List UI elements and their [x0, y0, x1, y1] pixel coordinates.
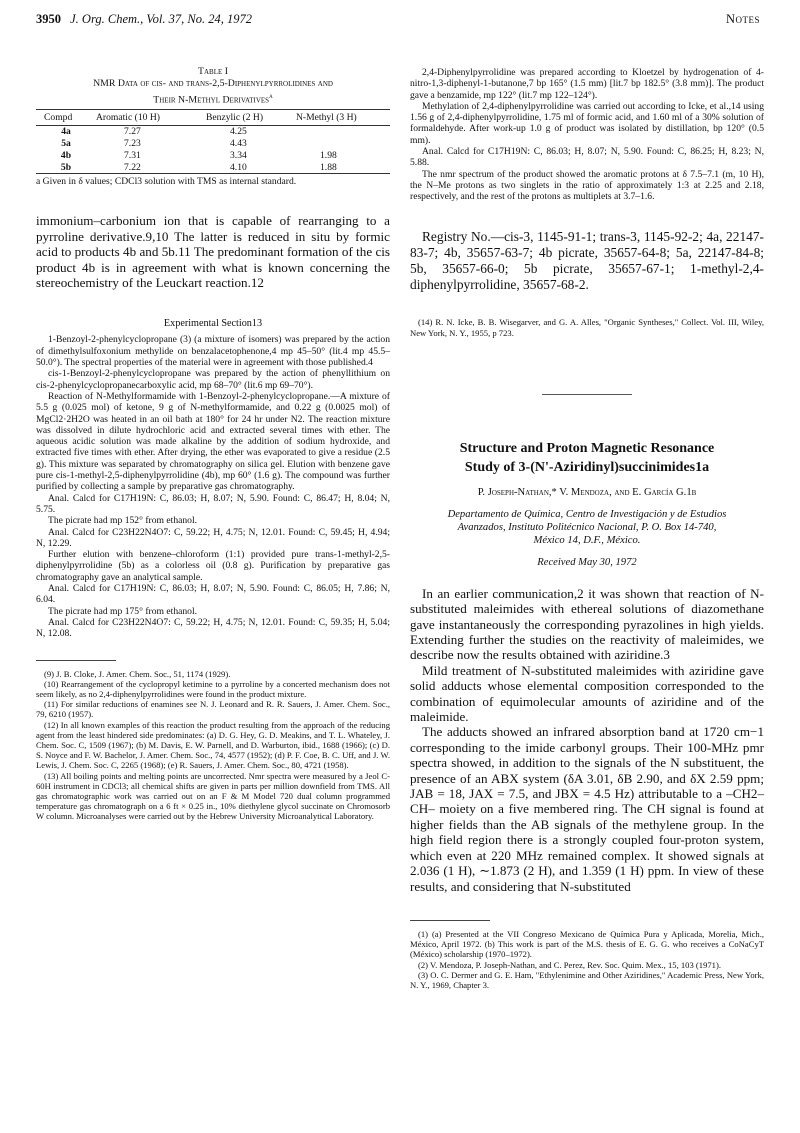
body-paragraph: Mild treatment of N-substituted maleimides with aziridine gave solid adducts whose elemental composition corresponded to the combination of equimolecular amounts of aziridine and of the maleimide.	[410, 662, 764, 725]
table-cell: 5b	[36, 162, 96, 174]
footnote-rule	[410, 920, 490, 921]
table-cell	[296, 126, 390, 138]
footnote: (2) V. Mendoza, P. Joseph-Nathan, and C. Perez, Rev. Soc. Quim. Mex., 15, 103 (1971).	[418, 959, 721, 970]
footnote: (13) All boiling points and melting points are uncorrected. Nmr spectra were measured by a Jeol C-60H instrument in CDCl3; all chemical shifts are given in parts per million downfield from TMS. All gas chromatographic work was carried out on an F & M Model 720 dual column programmed temperature gas chromatograph on a 6 ft × 0.25 in., 10% diethylene glycol succinate on Chromosorb W column. Microanalyses were carried out by the Hebrew University Microanalytical Laboratory.	[36, 770, 390, 822]
table-cell: 7.27	[124, 126, 141, 138]
reference-14: (14) R. N. Icke, B. B. Wisegarver, and G. A. Alles, "Organic Syntheses," Collect. Vol. III, Wiley, New York, N. Y., 1955, p 723.	[410, 317, 764, 338]
experimental-paragraph: Reaction of N-Methylformamide with 1-Benzoyl-2-phenylcyclopropane.—A mixture of 5.5 g (0.025 mol) of ketone, 9 g of N-methylformamide, and 0.22 g (0.0025 mol) of MgCl2·2H2O was heated in an oil bath at 180° for 24 hr under N2. The reaction mixture was dissolved in dilute hydrochloric acid and extracted several times with ether. The aqueous acidic solution was made alkaline by the addition of sodium hydroxide, and extracted five times with ether. After drying, the ether was evaporated to give a residue (2.5 g). This mixture was separated by chromatography on silica gel. Elution with benzene gave pure cis-1-methyl-2,5-diphenylpyrrolidine (4b), mp 60° (1.6 g). The compound was further purified by collecting a sample by preparative gas chromatography.	[36, 390, 390, 493]
experimental-paragraph: 2,4-Diphenylpyrrolidine was prepared according to Kloetzel by hydrogenation of 4-nitro-1,3-diphenyl-1-butanone,7 bp 165° (1.5 mm) [lit.7 bp 182.5° (3.8 mm)]. The product gave a benzamide, mp 122° (lit.7 mp 122–124°).	[410, 67, 764, 101]
footnote: (1) (a) Presented at the VII Congreso Mexicano de Química Pura y Aplicada, Morelia, Mich., México, April 1972. (b) This work is part of the M.S. thesis of E. G. G. who receives a CoNaCyT (México) scholarship (1970–1972).	[410, 928, 764, 960]
affiliation-line: Departamento de Química, Centro de Investigación y de Estudios	[447, 508, 727, 520]
footnote: (11) For similar reductions of enamines see N. J. Leonard and R. R. Sauers, J. Amer. Chem. Soc., 79, 6210 (1957).	[36, 699, 390, 720]
article-header	[410, 439, 764, 568]
article-title-line-2: Study of 3-(N'-Aziridinyl)succinimides1a	[464, 459, 710, 475]
body-paragraph: immonium–carbonium ion that is capable of rearranging to a pyrroline derivative.9,10 The latter is reduced in situ by formic acid to products 4b and 5b.11 The predominant formation of the cis product 4b is in agreement with what is known concerning the stereochemistry of the Leuckart reaction.12	[36, 213, 390, 291]
right-column	[410, 32, 764, 990]
registry-numbers: Registry No.—cis-3, 1145-91-1; trans-3, 1145-92-2; 4a, 22147-83-7; 4b, 35657-63-7; 4b picrate, 35657-64-8; 5a, 22147-84-8; 5b, 35657-66-0; 5b picrate, 35657-67-1; 1-methyl-2,4-diphenylpyrrolidine, 35657-68-2.	[410, 228, 764, 293]
table-cell: 5a	[61, 138, 71, 150]
table-cell: 7.22	[96, 162, 206, 174]
footnote: (10) Rearrangement of the cyclopropyl ketimine to a pyrroline by a concerted mechanism does not seem likely, as no 2,4-diphenylpyrrolidines were found in the product mixture.	[36, 678, 390, 699]
table-1	[36, 66, 390, 187]
section-label: Notes	[725, 12, 760, 26]
table-row	[36, 150, 390, 162]
article-footnotes	[410, 929, 764, 990]
table-row	[36, 138, 390, 150]
table-cell: 1.98	[320, 149, 337, 161]
left-column	[36, 32, 390, 822]
experimental-paragraph: Anal. Calcd for C17H19N: C, 86.03; H, 8.07; N, 5.90. Found: C, 86.25; H, 8.23; N, 5.88.	[410, 146, 764, 169]
experimental-paragraph: The picrate had mp 152° from ethanol.	[48, 515, 198, 527]
page-number: 3950	[36, 12, 61, 26]
experimental-paragraph: 1-Benzoyl-2-phenylcyclopropane (3) (a mixture of isomers) was prepared by the action of dimethylsulfoxonium methylide on benzalacetophenone,4 mp 45–50° (lit.4 mp 45.5–50.0°). The spectral properties of the material were in agreement with those published.4	[36, 334, 390, 369]
experimental-paragraph: Anal. Calcd for C17H19N: C, 86.03; H, 8.07; N, 5.90. Found: C, 86.05; H, 7.86; N, 6.04.	[36, 583, 390, 606]
table-caption-mark: a	[269, 92, 273, 100]
experimental-paragraph: The picrate had mp 175° from ethanol.	[48, 605, 198, 617]
experimental-paragraph: The nmr spectrum of the product showed the aromatic protons at δ 7.5–7.1 (m, 10 H), the N–Me protons as two singlets in the ratio of approximately 1:3 at 2.25 and 2.18, respectively, and the rest of the protons as multiplets at 3.7–1.6.	[410, 168, 764, 203]
table-footnote: a Given in δ values; CDCl3 solution with TMS as internal standard.	[36, 176, 297, 188]
received-date: Received May 30, 1972	[537, 556, 637, 568]
affiliation-line: México 14, D.F., México.	[533, 534, 641, 546]
experimental-paragraph: cis-1-Benzoyl-2-phenylcyclopropane was prepared by the action of phenyllithium on cis-2-phenylcyclopropanecarboxylic acid, mp 68–70° (lit.6 mp 69–70°).	[36, 368, 390, 391]
affiliation-line: Avanzados, Instituto Politécnico Nacional, P. O. Box 14-740,	[457, 521, 717, 533]
experimental-section	[36, 334, 390, 639]
table-cell: 4.43	[230, 138, 247, 150]
table-cell: 3.34	[230, 149, 247, 161]
body-paragraph: In an earlier communication,2 it was shown that reaction of N-substituted maleimides with ethereal solutions of diazomethane gave instantaneously the corresponding pyrazolines in high yields. Extending further the studies on the reactivity of maleimides, we describe now the results obtained with aziridine.3	[410, 585, 764, 663]
footnote-rule	[36, 660, 116, 661]
article-authors: P. Joseph-Nathan,* V. Mendoza, and E. García G.1b	[477, 486, 697, 498]
article-divider	[542, 394, 632, 395]
article-title-line-1: Structure and Proton Magnetic Resonance	[459, 440, 715, 456]
nmr-table	[36, 109, 390, 174]
table-title: Table I	[198, 66, 228, 77]
table-cell: 1.88	[296, 162, 390, 174]
table-cell: 4.25	[230, 126, 247, 138]
experimental-paragraph: Anal. Calcd for C23H22N4O7: C, 59.22; H, 4.75; N, 12.01. Found: C, 59.45; H, 4.94; N, 12.29.	[36, 526, 390, 549]
experimental-heading: Experimental Section13	[163, 318, 263, 330]
article-affiliation	[410, 508, 764, 547]
article-body	[410, 586, 764, 894]
running-head-left	[36, 12, 252, 27]
table-cell: 4.10	[206, 162, 296, 174]
table-row	[36, 126, 390, 138]
journal-citation: J. Org. Chem., Vol. 37, No. 24, 1972	[70, 12, 252, 26]
table-cell: 4a	[61, 126, 71, 138]
table-caption-line-2: Their N-Methyl Derivatives	[153, 94, 270, 106]
right-top-section	[410, 67, 764, 203]
table-row	[36, 162, 390, 174]
table-caption-line-1: NMR Data of cis- and trans-2,5-Diphenylpyrrolidines and	[93, 78, 333, 89]
table-cell: 4b	[60, 149, 72, 161]
column-header: Compd	[36, 110, 96, 126]
footnote: (3) O. C. Dermer and G. E. Ham, "Ethylenimine and Other Aziridines," Academic Press, New York, N. Y., 1969, Chapter 3.	[410, 969, 764, 990]
column-header: Aromatic (10 H)	[96, 110, 206, 126]
table-header-row	[36, 110, 390, 126]
column-header: Benzylic (2 H)	[206, 110, 296, 126]
table-cell: 7.31	[124, 149, 141, 161]
column-header: N-Methyl (3 H)	[296, 110, 390, 126]
experimental-paragraph: Further elution with benzene–chloroform (1:1) provided pure trans-1-methyl-2,5-diphenylpyrrolidine (5b) as a colorless oil (0.8 g). Purification by preparative gas chromatography gave an analytical sample.	[36, 549, 390, 583]
left-footnotes	[36, 669, 390, 822]
experimental-paragraph: Methylation of 2,4-diphenylpyrrolidine was carried out according to Icke, et al.,14 using 1.56 g of 2,4-diphenylpyrrolidine, 1.75 ml of formic acid, and 1.60 ml of a 30% solution of formaldehyde. After work-up 1.0 g of product was isolated by distillation, bp 120° (0.5 mm).	[410, 100, 764, 146]
body-paragraph: The adducts showed an infrared absorption band at 1720 cm−1 corresponding to the imide carbonyl groups. Their 100-MHz pmr spectra showed, in addition to the signals of the N substituent, the presence of an ABX system (δA 3.01, δB 2.90, and δX 2.59 ppm; JAB = 18, JAX = 7.5, and JBX = 4.5 Hz) attributable to a –CH2–CH– moiety on a five membered ring. The CH signal is found at higher fields than the AB signals of the methylene group. In the high field region there is a strongly coupled four-proton system, which even at 220 MHz remained complex. It showed signals at 2.036 (1 H), ∼1.873 (2 H), and 1.359 (1 H) ppm. In view of these results, and considering that N-substituted	[410, 724, 764, 894]
footnote: (9) J. B. Cloke, J. Amer. Chem. Soc., 51, 1174 (1929).	[44, 668, 231, 679]
footnote: (12) In all known examples of this reaction the product resulting from the approach of the reducing agent from the least hindered side predominates: (a) D. G. Hey, G. D. Meakins, and T. L. Whateley, J. Chem. Soc. C, 1509 (1967); (b) M. Davis, E. W. Parnell, and D. Warburton, ibid., 1688 (1966); (c) D. S. Noyce and F. W. Bachelor, J. Amer. Chem. Soc., 74, 4577 (1952); (d) P. F. Coe, B. C. Uff, and J. W. Lewis, J. Chem. Soc. C, 2265 (1968); (e) R. Sauers, J. Amer. Chem. Soc., 80, 4721 (1958).	[36, 719, 390, 771]
table-cell	[296, 138, 390, 150]
experimental-paragraph: Anal. Calcd for C17H19N: C, 86.03; H, 8.07; N, 5.90. Found: C, 86.47; H, 8.04; N, 5.75.	[36, 492, 390, 515]
experimental-paragraph: Anal. Calcd for C23H22N4O7: C, 59.22; H, 4.75; N, 12.01. Found: C, 59.35; H, 5.04; N, 12.08.	[36, 616, 390, 640]
table-cell: 7.23	[124, 138, 141, 150]
